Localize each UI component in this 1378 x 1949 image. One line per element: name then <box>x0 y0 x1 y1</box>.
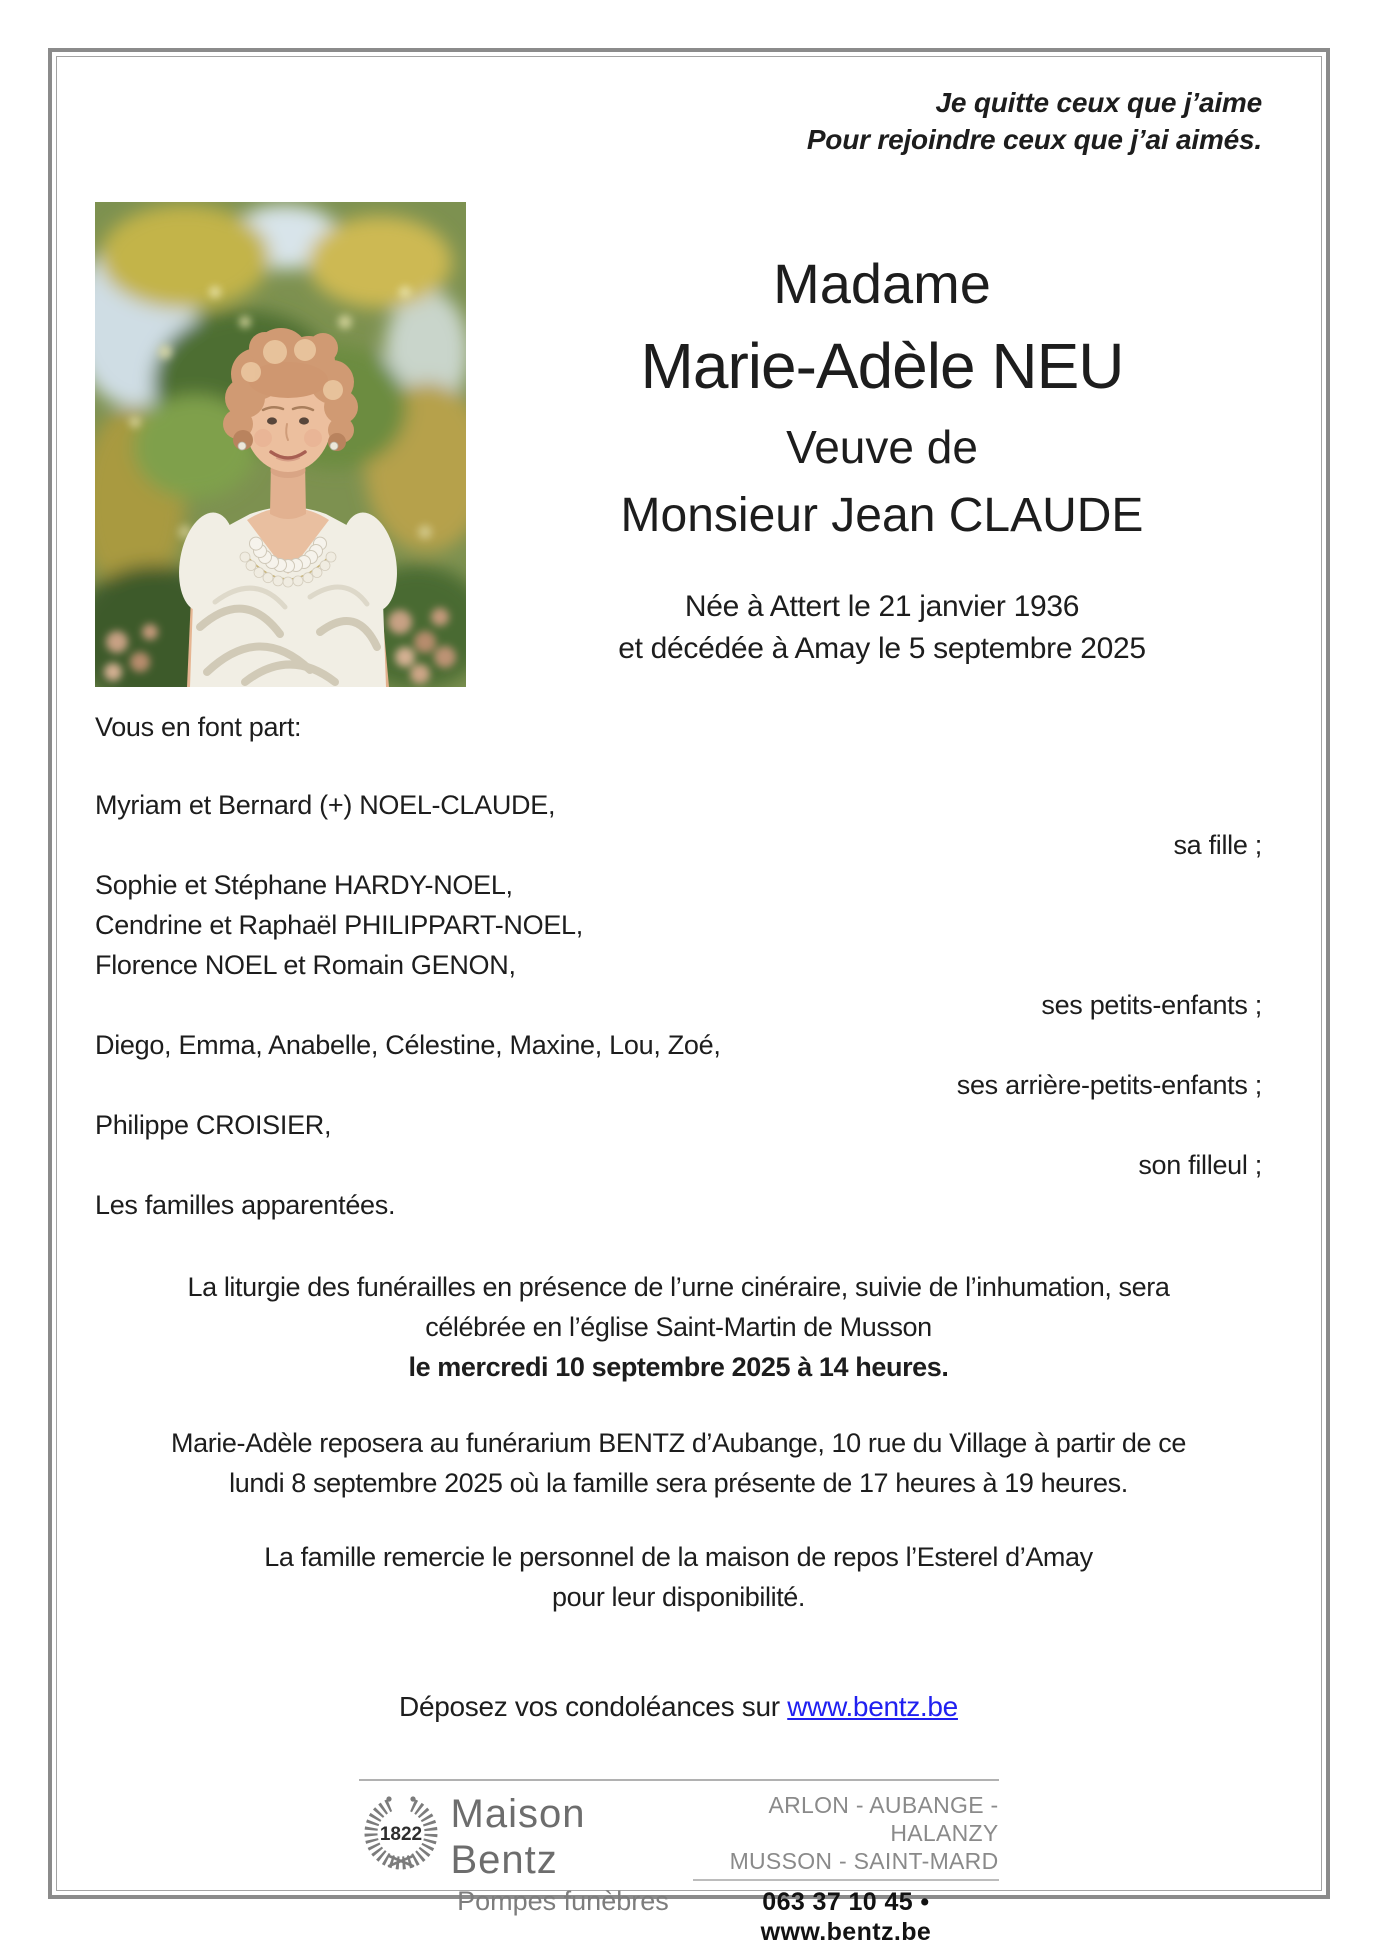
family-relation-godson: son filleul ; <box>1138 1150 1262 1180</box>
locations-divider <box>693 1879 998 1881</box>
family-relation-daughter: sa fille ; <box>1173 830 1262 860</box>
repose-line-1: Marie-Adèle reposera au funérarium BENTZ d’Aubange, 10 rue du Village à partir de ce <box>171 1428 1186 1458</box>
locations-block <box>675 1789 998 1947</box>
ceremony-paragraph <box>95 1267 1262 1387</box>
family-entry-grandchild-2: Cendrine et Raphaël PHILIPPART-NOEL, <box>95 910 583 940</box>
locations-line-1: ARLON - AUBANGE - HALANZY <box>768 1792 999 1846</box>
condolences-text: Déposez vos condoléances sur <box>399 1691 788 1722</box>
family-entry-grandchild-1: Sophie et Stéphane HARDY-NOEL, <box>95 870 513 900</box>
deceased-title: Madame <box>773 252 991 315</box>
ceremony-line-1: La liturgie des funérailles en présence de l’urne cinéraire, suivie de l’inhumation, sera <box>187 1272 1170 1302</box>
birth-line: Née à Attert le 21 janvier 1936 <box>684 590 1080 623</box>
ceremony-line-2: célébrée en l’église Saint-Martin de Musson <box>425 1312 932 1342</box>
repose-line-2: lundi 8 septembre 2025 où la famille sera présente de 17 heures à 19 heures. <box>229 1468 1128 1498</box>
company-name: Maison Bentz <box>450 1792 586 1882</box>
portrait-photo-illustration <box>95 202 466 687</box>
spouse-name: Monsieur Jean CLAUDE <box>620 489 1144 542</box>
opening-quote <box>95 84 1262 158</box>
family-relation-great-grandchildren: ses arrière-petits-enfants ; <box>956 1070 1262 1100</box>
seal-year: 1822 <box>379 1824 422 1845</box>
family-entry-great-grandchildren: Diego, Emma, Anabelle, Célestine, Maxine, Lou, Zoé, <box>95 1030 721 1060</box>
family-entry-godson: Philippe CROISIER, <box>95 1110 332 1140</box>
title-block <box>466 202 1262 687</box>
family-entry-related-families: Les familles apparentées. <box>95 1190 396 1220</box>
family-entry-grandchild-3: Florence NOEL et Romain GENON, <box>95 950 516 980</box>
thanks-line-1: La famille remercie le personnel de la maison de repos l’Esterel d’Amay <box>264 1542 1093 1572</box>
death-line: et décédée à Amay le 5 septembre 2025 <box>618 632 1146 665</box>
phone-and-website: 063 37 10 45 • www.bentz.be <box>760 1888 932 1946</box>
hero-section <box>95 202 1262 687</box>
family-relation-grandchildren: ses petits-enfants ; <box>1041 990 1262 1020</box>
quote-line-2: Pour rejoindre ceux que j’ai aimés. <box>806 124 1262 155</box>
company-tagline: Pompes funèbres <box>457 1886 669 1916</box>
deceased-name: Marie-Adèle NEU <box>640 330 1124 402</box>
company-block <box>451 1789 676 1917</box>
family-entry-daughter: Myriam et Bernard (+) NOEL-CLAUDE, <box>95 790 556 820</box>
funeral-home-footer <box>359 1779 999 1947</box>
thanks-paragraph <box>95 1537 1262 1617</box>
card-content <box>95 84 1262 1947</box>
announcement-intro: Vous en font part: <box>95 712 302 742</box>
locations-line-2: MUSSON - SAINT-MARD <box>729 1848 999 1874</box>
thanks-line-2: pour leur disponibilité. <box>551 1582 806 1612</box>
portrait-photo <box>95 202 466 687</box>
laurel-seal-icon <box>359 1789 443 1878</box>
quote-line-1: Je quitte ceux que j’aime <box>935 87 1262 118</box>
widow-of-label: Veuve de <box>786 421 978 473</box>
repose-paragraph <box>95 1423 1262 1503</box>
family-list <box>95 785 1262 1225</box>
ceremony-date-line: le mercredi 10 septembre 2025 à 14 heures. <box>408 1352 949 1382</box>
condolences-link[interactable]: www.bentz.be <box>787 1691 958 1722</box>
condolences-line <box>95 1687 1262 1727</box>
